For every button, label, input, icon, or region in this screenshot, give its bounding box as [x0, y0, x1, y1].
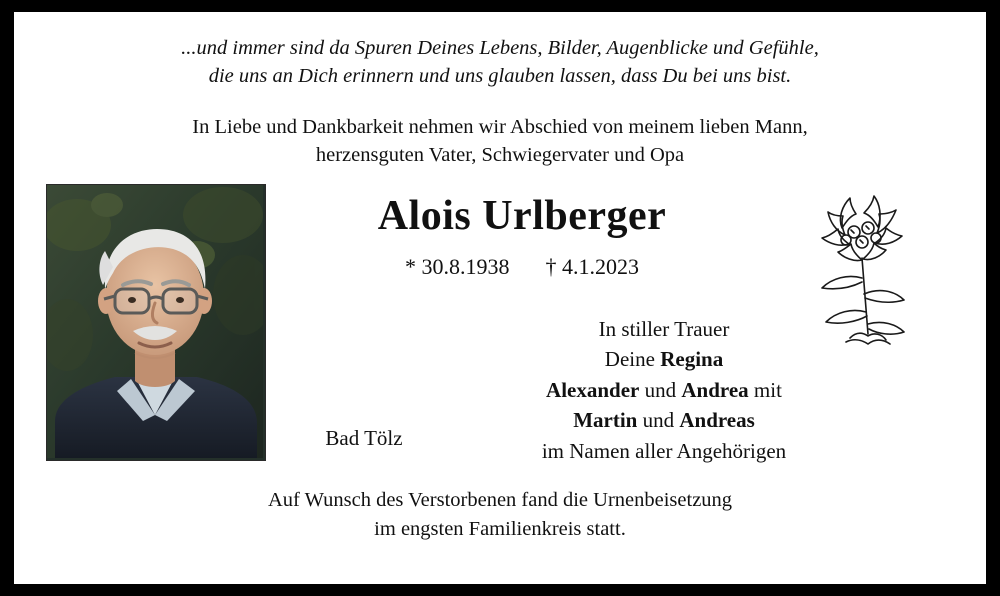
intro-text: [14, 91, 986, 170]
mourners-conjunction-1: und: [639, 377, 682, 402]
obituary-card: [14, 12, 986, 584]
death-date: † 4.1.2023: [545, 253, 639, 279]
edelweiss-icon: [788, 186, 928, 356]
mourner-regina: Regina: [660, 347, 724, 372]
mourners-suffix: mit: [748, 377, 782, 402]
portrait-photo: [46, 184, 266, 461]
mourner-andrea: Andrea: [681, 377, 749, 402]
quote-line-2: die uns an Dich erinnern und uns glauben lassen, dass Du bei uns bist.: [208, 65, 792, 88]
mourner-andreas: Andreas: [679, 408, 755, 433]
mourners-line-4: im Namen aller Angehörigen: [541, 438, 787, 463]
intro-line-2: herzensguten Vater, Schwiegervater und Opa: [315, 144, 685, 167]
deceased-info: [272, 184, 772, 280]
obituary-body: [14, 184, 986, 484]
birth-date: * 30.8.1938: [405, 253, 510, 279]
footer-line-1: Auf Wunsch des Verstorbenen fand die Urnenbeisetzung: [267, 488, 733, 511]
deceased-name: Alois Urlberger: [377, 192, 667, 239]
life-dates: [272, 254, 772, 280]
memorial-quote: [14, 12, 986, 91]
city-label: Bad Tölz: [325, 425, 403, 450]
mourners-line-2: [484, 375, 844, 405]
footer-note: [14, 486, 986, 543]
quote-line-1: ...und immer sind da Spuren Deines Lebens, Bilder, Augenblicke und Gefühle,: [181, 37, 819, 59]
mourners-heading: In stiller Trauer: [598, 316, 730, 341]
mourners-prefix: Deine: [604, 347, 661, 372]
mourners-conjunction-2: und: [637, 408, 680, 433]
footer-line-2: im engsten Familienkreis statt.: [374, 517, 626, 540]
mourner-alexander: Alexander: [546, 377, 640, 402]
mourner-martin: Martin: [573, 408, 638, 433]
mourners-line-3: [484, 405, 844, 435]
intro-line-1: In Liebe und Dankbarkeit nehmen wir Abschied von meinem lieben Mann,: [192, 115, 808, 138]
